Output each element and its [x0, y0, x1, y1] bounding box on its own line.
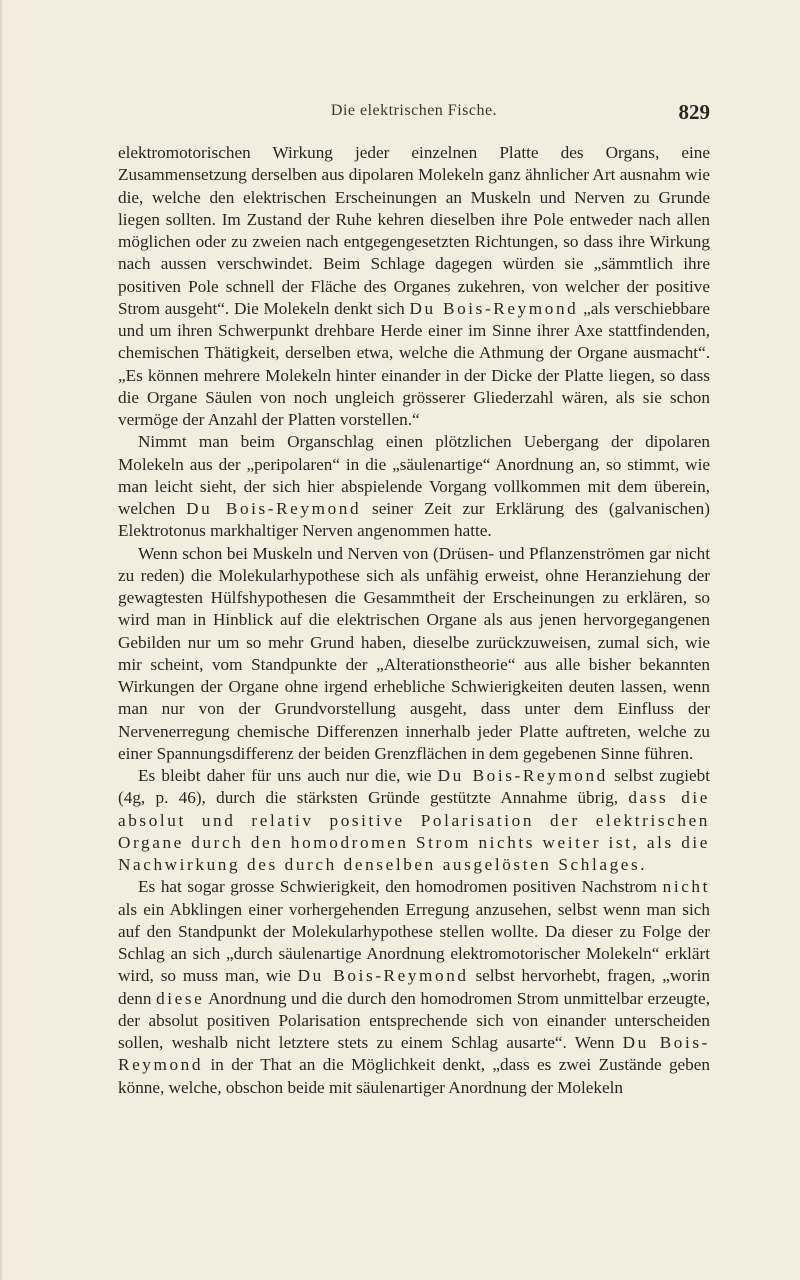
paragraph-3 [118, 543, 710, 766]
paragraph-text: selbst zugiebt (4g, p. 46), durch die stärksten Gründe gestützte Annahme übrig, [118, 766, 710, 808]
spaced-emphasis-text: Du Bois-Reymond [186, 499, 362, 518]
spaced-emphasis-text: Du Bois-Reymond [118, 1033, 710, 1075]
spaced-emphasis-text: Du Bois-Reymond [297, 966, 469, 986]
paragraph-text: Es bleibt daher für uns auch nur die, wie [138, 766, 438, 785]
paragraph-text: seiner Zeit zur Erklärung des (galvanischen) Elektrotonus markhaltiger Nerven angenommen hatte. [118, 499, 711, 541]
page-number: 829 [678, 100, 710, 124]
paragraph-text: in der That an die Möglichkeit denkt, „dass es zwei Zustände geben könne, welche, obschon beide mit säulenartiger Anordnung der Molekeln [118, 1055, 710, 1097]
spaced-emphasis-text: Du Bois-Reymond [409, 298, 579, 318]
paragraph-text: Wenn schon bei Muskeln und Nerven von (Drüsen- und Pflanzenströmen gar nicht zu reden) die Molekularhypothese sich als unfähig erweist, ohne Heranziehung der gewagtesten Hülfshypothesen die Gesammtheit der Erscheinungen zu erklären, so wird man in Hinblick auf die elektrischen Organe als aus jenen hervorgegangenen Gebilden nur um so mehr Grund haben, dieselbe zurückzuweisen, zumal sich, wie mir scheint, vom Standpunkte der „Alterationstheorie“ aus alle bisher bekannten Wirkungen der Organe ohne irgend erhebliche Schwierigkeiten deuten lassen, wenn man nur von der Grundvorstellung ausgeht, dass unter dem Einfluss der Nervenerregung chemische Differenzen innerhalb jeder Platte auftreten, welche zu einer Spannungsdifferenz der beiden Grenzflächen in dem gegebenen Sinne führen. [118, 543, 710, 763]
paragraph-2 [118, 431, 710, 542]
paragraph-text: elektromotorischen Wirkung jeder einzelnen Platte des Organs, eine Zusammensetzung derselben aus dipolaren Molekeln ganz ähnlicher Art ausnahm wie die, welche den elektrischen Erscheinungen an Muskeln und Nerven zu Grunde liegen sollten. Im Zustand der Ruhe kehren dieselben ihre Pole entweder nach allen möglichen oder zu zweien nach entgegengesetzten Richtungen, so dass ihre Wirkung nach aussen verschwindet. Beim Schlage dagegen würden sie „sämmtlich ihre positiven Pole schnell der Fläche des Organes zukehren, von welcher der positive Strom ausgeht“. Die Molekeln denkt sich [118, 143, 710, 318]
paragraph-text: Nimmt man beim Organschlag einen plötzlichen Uebergang der dipolaren Molekeln aus der „peripolaren“ in die „säulenartige“ Anordnung an, so stimmt, wie man leicht sieht, der sich hier abspielende Vorgang vollkommen mit dem überein, welchen [118, 432, 710, 518]
spaced-emphasis-text: diese [156, 988, 205, 1008]
paragraph-text: selbst hervorhebt, fragen, „worin denn [118, 966, 710, 1008]
page-header [118, 100, 710, 134]
paragraph-text: „als verschiebbare und um ihren Schwerpunkt drehbare Herde einer im Sinne ihrer Axe stattfindenden, chemischen Thätigkeit, derselben etwa, welche die Athmung der Organe ausmacht“. „Es können mehrere Molekeln hinter einander in der Dicke der Platte liegen, so dass die Organe Säulen von noch ungleich grösserer Gliederzahl wären, als sie schon vermöge der Anzahl der Platten vorstellen.“ [118, 298, 710, 429]
paragraph-4 [118, 765, 710, 876]
spaced-emphasis-text: nicht [662, 877, 710, 897]
paragraph-text: Es hat sogar grosse Schwierigkeit, den homodromen positiven Nachstrom [138, 877, 663, 897]
spaced-emphasis-text: dass die absolut und relativ positive Polarisation der elektrischen Organe durch den homodromen Strom nichts weiter ist, als die Nachwirkung des durch denselben ausgelösten Schlages. [118, 788, 710, 874]
body-text [118, 142, 710, 1099]
paragraph-text: Anordnung und die durch den homodromen Strom unmittelbar erzeugte, der absolut positiven Polarisation entsprechende sich von einander unterscheiden sollen, weshalb nicht letztere stets zu einem Schlag ausarte“. Wenn [118, 988, 710, 1052]
spaced-emphasis-text: Du Bois-Reymond [437, 766, 608, 785]
paragraph-1 [118, 142, 710, 431]
paragraph-5 [118, 876, 710, 1099]
paragraph-text: als ein Abklingen einer vorhergehenden Erregung anzusehen, selbst wenn man sich auf den Standpunkt der Molekularhypothese stellen wollte. Da dieser zu Folge der Schlag an sich „durch säulenartige Anordnung elektromotorischer Molekeln“ erklärt wird, so muss man, wie [118, 899, 710, 986]
running-head: Die elektrischen Fische. [330, 102, 498, 119]
page-edge-shadow [0, 0, 3, 1280]
